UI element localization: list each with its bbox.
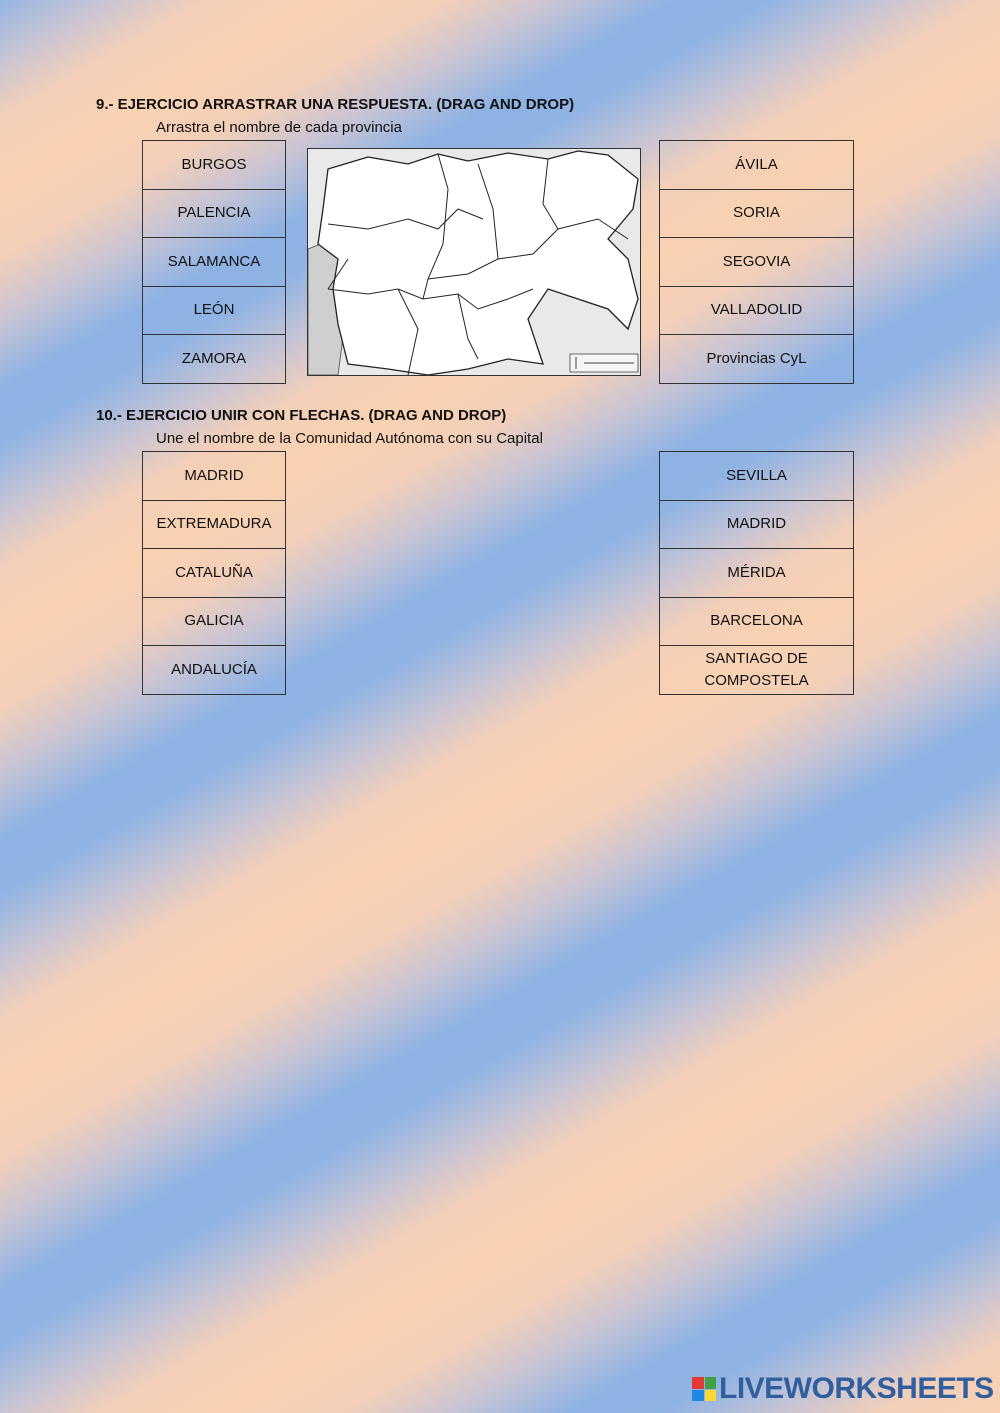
castilla-y-leon-map [307, 148, 641, 376]
exercise-9-heading: 9.- EJERCICIO ARRASTRAR UNA RESPUESTA. (DRAG AND DROP) [96, 96, 575, 113]
match-item-cataluna[interactable]: CATALUÑA [143, 549, 285, 598]
drag-item-zamora[interactable]: ZAMORA [181, 349, 247, 367]
drag-item-soria[interactable]: SORIA [660, 190, 853, 239]
match-item-madrid-capital[interactable]: MADRID [660, 501, 853, 550]
liveworksheets-brand [692, 1372, 994, 1406]
drag-item-provincias-cyl[interactable]: Provincias CyL [706, 349, 807, 367]
match-item-extremadura[interactable]: EXTREMADURA [143, 501, 285, 550]
match-item-merida[interactable]: MÉRIDA [660, 549, 853, 598]
drag-item-avila[interactable]: ÁVILA [660, 141, 853, 190]
logo-square-red [692, 1377, 704, 1389]
logo-square-blue [692, 1390, 704, 1402]
logo-square-yellow [705, 1390, 717, 1402]
match-item-andalucia[interactable]: ANDALUCÍA [171, 660, 257, 678]
drag-item-burgos[interactable]: BURGOS [143, 141, 285, 190]
drag-item-salamanca[interactable]: SALAMANCA [143, 238, 285, 287]
exercise-10-left-list [142, 451, 286, 695]
brand-name: LIVEWORKSHEETS [719, 1372, 994, 1405]
match-item-santiago[interactable]: SANTIAGO DE COMPOSTELA [704, 649, 809, 689]
exercise-9-instruction: Arrastra el nombre de cada provincia [156, 119, 402, 136]
drag-item-palencia[interactable]: PALENCIA [143, 190, 285, 239]
exercise-9-right-list [659, 140, 854, 384]
drag-item-valladolid[interactable]: VALLADOLID [660, 287, 853, 336]
match-item-sevilla[interactable]: SEVILLA [660, 452, 853, 501]
drag-item-leon[interactable]: LEÓN [143, 287, 285, 336]
exercise-10-right-list [659, 451, 854, 695]
logo-square-green [705, 1377, 717, 1389]
exercise-10-instruction: Une el nombre de la Comunidad Autónoma con su Capital [156, 430, 543, 447]
exercise-9-left-list [142, 140, 286, 384]
drag-item-segovia[interactable]: SEGOVIA [660, 238, 853, 287]
liveworksheets-logo-icon [692, 1377, 716, 1401]
match-item-galicia[interactable]: GALICIA [143, 598, 285, 647]
exercise-10-heading: 10.- EJERCICIO UNIR CON FLECHAS. (DRAG AND DROP) [96, 407, 507, 424]
match-item-madrid[interactable]: MADRID [143, 452, 285, 501]
match-item-barcelona[interactable]: BARCELONA [660, 598, 853, 647]
